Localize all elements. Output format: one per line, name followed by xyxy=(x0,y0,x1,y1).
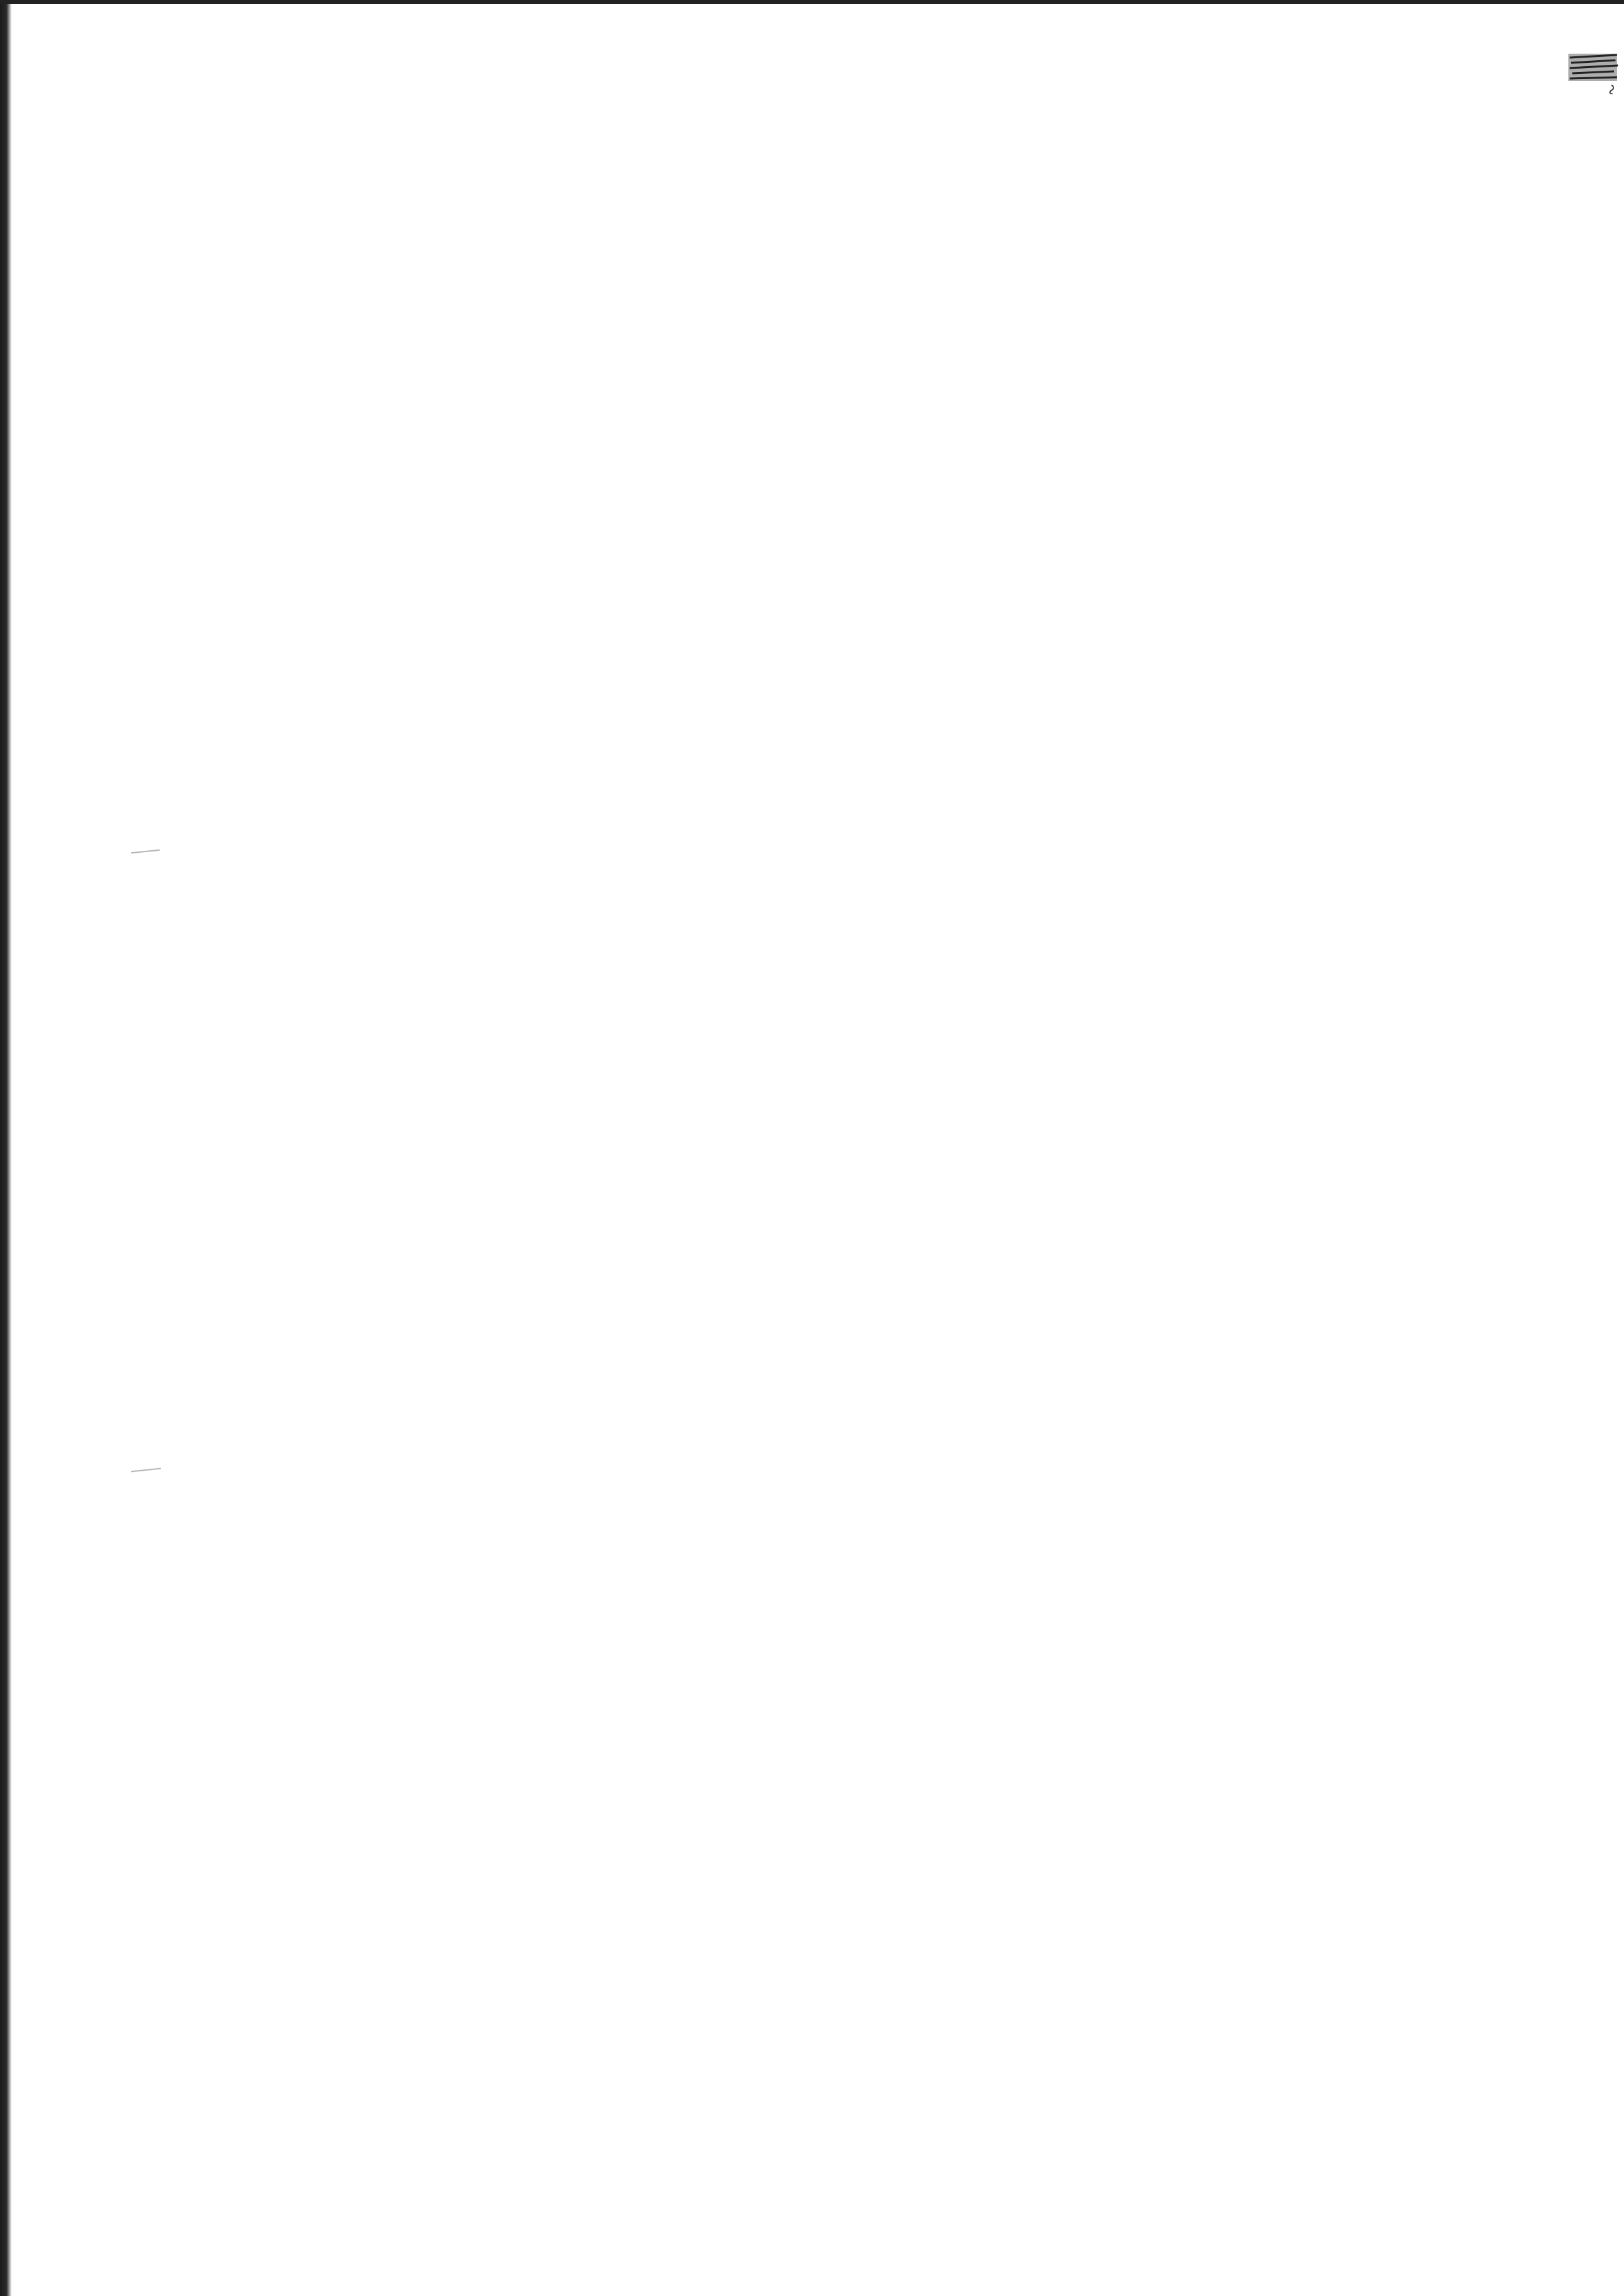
scan-edge-top xyxy=(0,0,1624,4)
margin-mark xyxy=(131,1468,161,1473)
scan-edge-left xyxy=(0,0,12,2296)
margin-mark xyxy=(131,850,160,854)
archive-stamp-mark xyxy=(1566,51,1622,94)
